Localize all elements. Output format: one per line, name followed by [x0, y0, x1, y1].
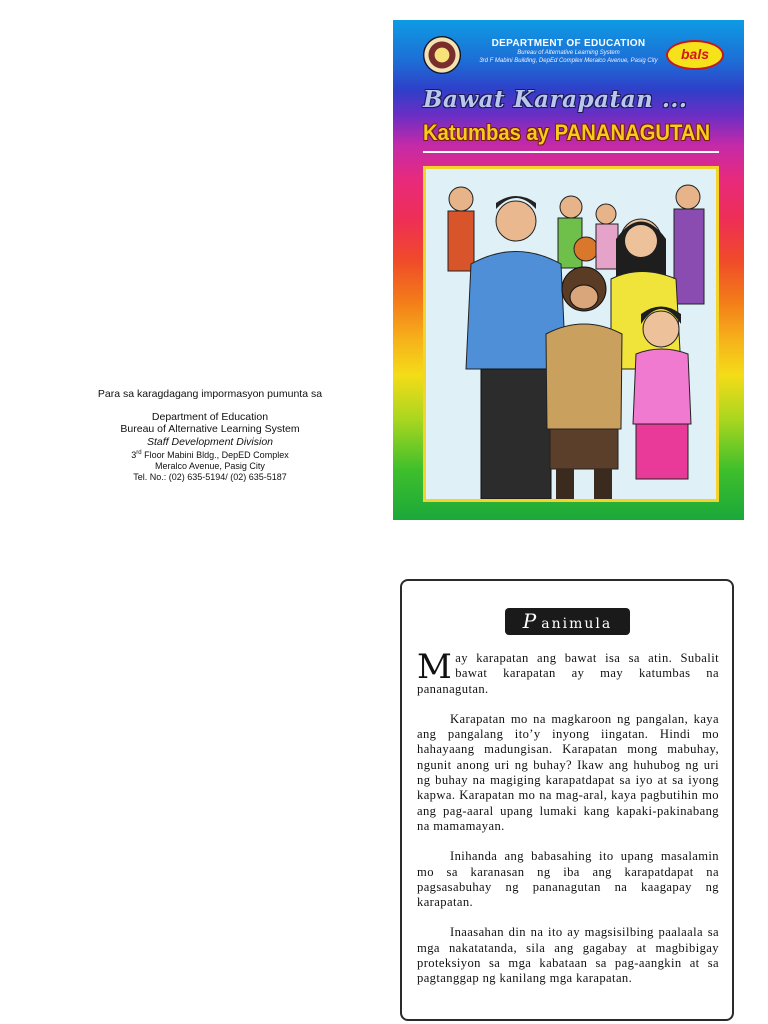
telephone-line: Tel. No.: (02) 635-5194/ (02) 635-5187: [133, 472, 287, 482]
foreword-page: [400, 579, 734, 1021]
cover-title-line2: Katumbas ay PANANAGUTAN: [423, 120, 711, 145]
cover-header: [471, 38, 666, 65]
foreword-body: [417, 647, 719, 1002]
book-cover: [393, 20, 744, 520]
cover-title-line1: Bawat Karapatan ...: [423, 86, 688, 113]
cover-address: 3rd F Mabini Building, DepEd Complex Meralco Avenue, Pasig City: [479, 58, 658, 64]
deped-seal-icon: [423, 36, 461, 74]
address-line-2: Meralco Avenue, Pasig City: [155, 461, 265, 471]
address-line-1-text: Floor Mabini Bldg., DepED Complex: [141, 450, 289, 460]
title-underline: [423, 151, 719, 153]
heading-rest: animula: [541, 616, 613, 632]
cover-bureau: Bureau of Alternative Learning System: [517, 50, 620, 56]
heading-initial: P: [522, 609, 537, 633]
paragraph-2: Karapatan mo na magkaroon ng pangalan, kaya ang pangalang ito’y inyong iingatan. Hindi mo hahayaang madungisan. Karapatan mong mabuhay, ngunit anong uri ng buhay? Ikaw ang huhubog ng uri ng buhay na magiging karapatdapat sa iyo at sa iyong kapwa. Karapatan mo na mag-aral, kaya pagbutihin mo ang pag-aaral upang lumaki kang kapaki-pakinabang na mamamayan.: [417, 711, 719, 833]
cover-dept-name: DEPARTMENT OF EDUCATION: [491, 38, 646, 49]
contact-info-block: [40, 388, 380, 483]
paragraph-1-text: ay karapatan ang bawat isa sa atin. Subalit bawat karapatan ay may katumbas na pananagutan.: [417, 651, 719, 696]
foreword-heading: [505, 608, 630, 635]
floor-suffix: rd: [136, 450, 142, 456]
cover-illustration: [423, 166, 719, 502]
bals-logo: bals: [666, 40, 724, 70]
paragraph-1: [417, 647, 719, 697]
contact-lead-text: Para sa karagdagang impormasyon pumunta sa: [97, 388, 323, 400]
address-line-1: [40, 448, 380, 461]
division-name: Staff Development Division: [146, 435, 274, 448]
floor-number: 3: [131, 450, 137, 460]
drop-cap: M: [417, 647, 453, 687]
paragraph-4: Inaasahan din na ito ay magsisilbing paalaala sa mga nakatatanda, sila ang gagabay at magbibigay proteksiyon sa mga kabataan sa pag-aangkin at sa pagtanggap ng kanilang mga karapatan.: [417, 925, 719, 986]
family-illustration-icon: [426, 169, 716, 499]
org-name: Department of Education: [151, 410, 269, 423]
bureau-name: Bureau of Alternative Learning System: [120, 423, 300, 435]
paragraph-3: Inihanda ang babasahing ito upang masalamin mo sa karanasan ng iba ang karapatdapat na pagsasabuhay ng pananagutan na kaagapay ng karapatan.: [417, 849, 719, 910]
